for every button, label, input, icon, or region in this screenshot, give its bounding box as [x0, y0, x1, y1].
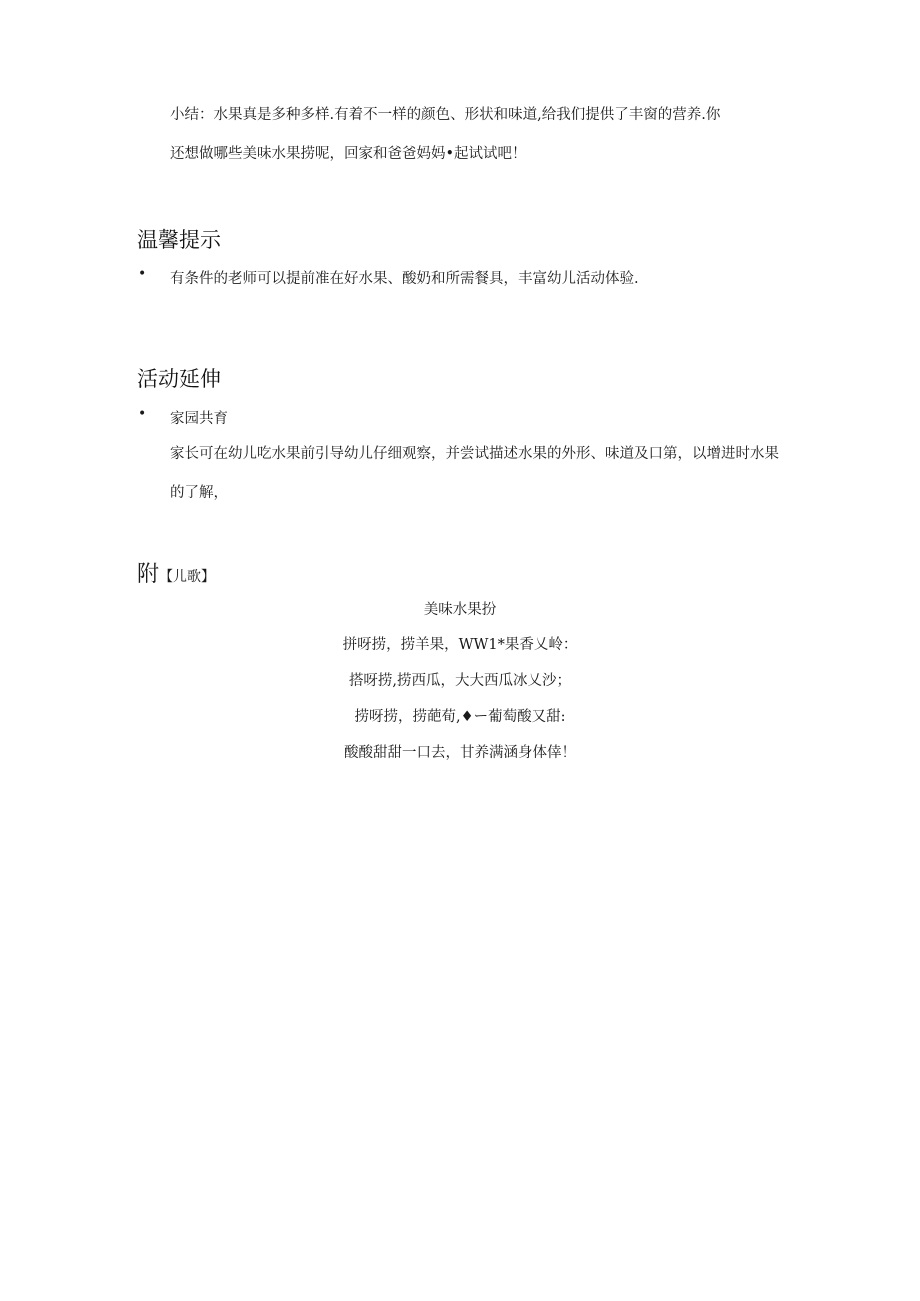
poem-title: 美味水果扮 [423, 602, 497, 618]
appendix-heading-sub: 【儿歌】 [159, 569, 216, 585]
poem-line: 捞呀捞，捞葩荀,♦ー葡萄酸又甜: [354, 709, 566, 725]
tips-item: 有条件的老师可以提前准在好水果、酸奶和所需餐具，丰富幼儿活动体验. [170, 271, 639, 287]
poem-line: 拼呀捞，捞羊果，WW1*果香乂岭： [342, 637, 578, 653]
extension-item-line-1: 家长可在幼儿吃水果前引导幼儿仔细观察，并尝试描述水果的外形、味道及口第，以增进时水果 [170, 446, 779, 462]
summary-line-2: 还想做哪些美味水果捞呢，回家和爸爸妈妈•起试试吧！ [170, 146, 527, 162]
tips-heading: 温馨提示 [137, 228, 221, 252]
poem-line: 酸酸甜甜一口去，甘养满涵身体倖！ [344, 745, 576, 761]
extension-item-title: 家园共育 [170, 411, 228, 427]
tips-bullet: • [138, 266, 147, 282]
poem-line: 搭呀捞,捞西瓜，大大西瓜冰乂沙； [348, 673, 572, 689]
appendix-heading [137, 557, 215, 588]
extension-heading: 活动延伸 [137, 367, 221, 391]
summary-line-1: 小结：水果真是多种多样.有着不一样的颜色、形状和味道,给我们提供了丰窗的营养.你 [170, 107, 721, 123]
extension-item-line-2: 的了解， [170, 485, 228, 501]
appendix-heading-main: 附 [137, 562, 160, 587]
extension-bullet: • [138, 406, 147, 422]
